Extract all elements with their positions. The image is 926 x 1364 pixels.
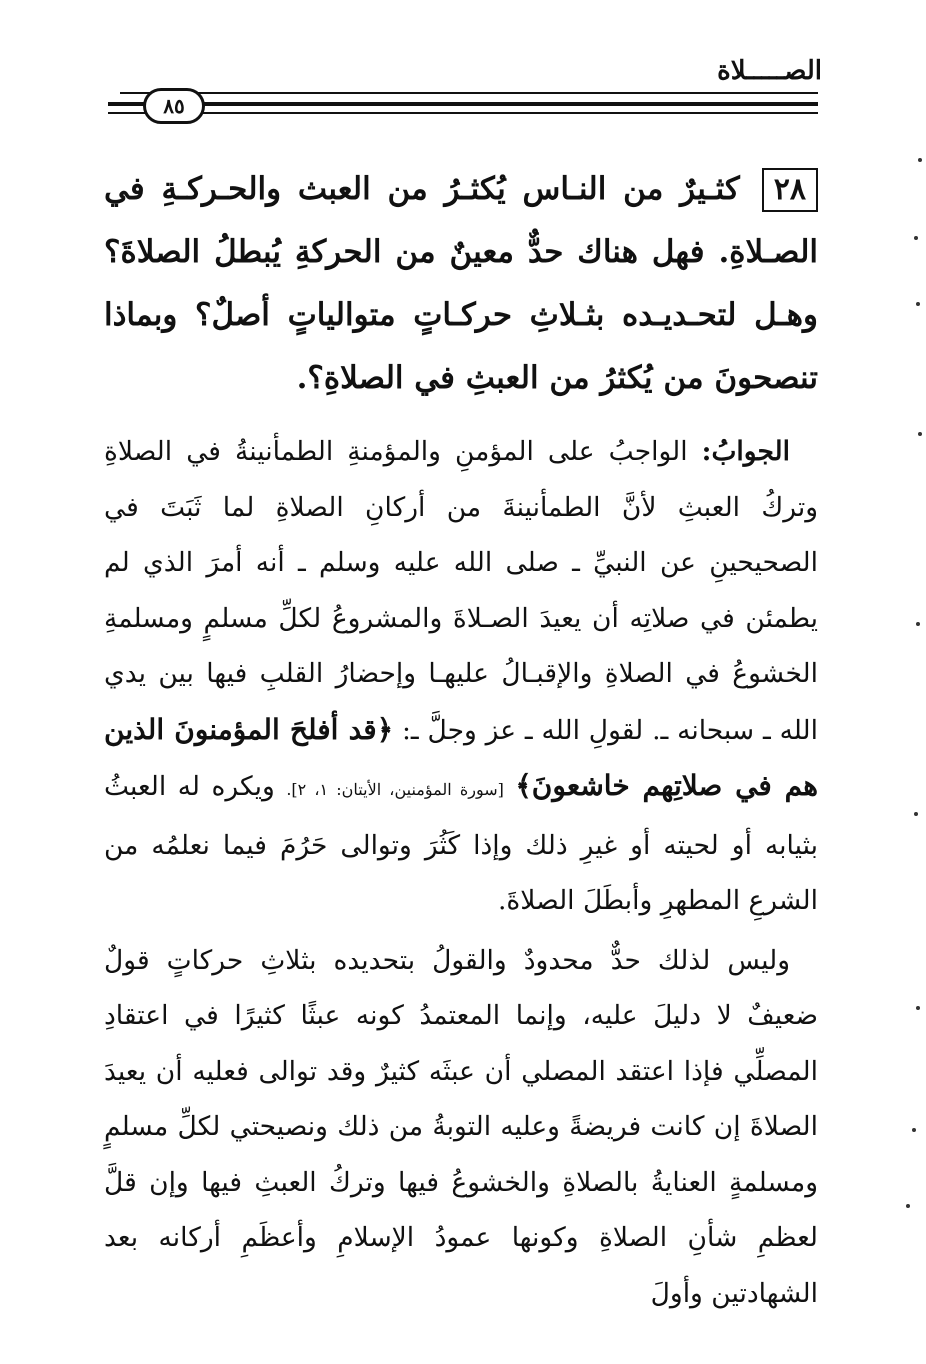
question-text: كثـيرٌ من النـاس يُكثـرُ من العبث والحـركـةِ في الصـلاةِ. فهل هناك حدٌّ معينٌ من الحركةِ يُبطلُ الصلاةَ؟ وهـل لتحـديـده بثـلاثِ حركـاتٍ متوالياتٍ أصلٌ؟ وبماذا تنصحونَ من يُكثرُ من العبثِ في الصلاةِ؟. [104,171,818,396]
answer-text-2: ويكره له العبثُ بثيابه أو لحيته أو غيرِ ذلك وإذا كَثُرَ وتوالى حَرُمَ فيما نعلمُه من الشرعِ المطهرِ وأبطَلَ الصلاةَ. [104,771,818,916]
header-rule-bottom [108,112,818,114]
running-title: الصـــــلاة [717,56,822,86]
margin-mark [914,812,918,816]
answer-label: الجوابُ: [701,436,790,467]
margin-mark [914,236,918,240]
answer-paragraph-2: وليس لذلك حدٌّ محدودٌ والقولُ بتحديده بثلاثِ حركاتٍ قولٌ ضعيفٌ لا دليلَ عليه، وإنما المعتمدُ كونه عبثًا كثيرًا في اعتقادِ المصلِّي فإذا اعتقد المصلي أن عبثَه كثيرٌ وقد توالى فعليه أن يعيدَ الصلاةَ إن كانت فريضةً وعليه التوبةُ من ذلك ونصيحتي لكلِّ مسلمٍ ومسلمةٍ العنايةُ بالصلاةِ والخشوعُ فيها وتركُ العبثِ فيها وإن قلَّ لعظمِ شأنِ الصلاةِ وكونها عمودُ الإسلامِ وأعظَمِ أركانه بعد الشهادتين وأولَ [104,944,818,1309]
question-number: ٢٨ [762,168,818,212]
answer-block [104,424,818,1321]
header-rule-thick-right [202,102,818,106]
verse-citation: [سورة المؤمنين، الأيتان: ١، ٢]. [286,780,504,799]
answer-paragraph-1 [104,424,818,929]
page-number: ٨٥ [143,88,205,124]
header-rule-thin [120,92,818,94]
question-block [104,158,818,410]
margin-mark [918,432,922,436]
header-rule-thick-left [108,102,144,106]
margin-mark [916,622,920,626]
margin-mark [906,1204,910,1208]
margin-mark [916,302,920,306]
margin-mark [918,158,922,162]
margin-mark [912,1128,916,1132]
margin-mark [916,1006,920,1010]
answer-text-1: الواجبُ على المؤمنِ والمؤمنةِ الطمأنينةُ في الصلاةِ وتركُ العبثِ لأنَّ الطمأنينةَ من أركانِ الصلاةِ لما ثَبَتَ في الصحيحينِ عن النبيِّ ـ صلى الله عليه وسلم ـ أنه أمرَ الذي لم يطمئن في صلاتِه أن يعيدَ الصـلاةَ والمشروعُ لكلِّ مسلمٍ ومسلمةِ الخشوعُ في الصلاةِ والإقبـالُ عليهـا وإحضارُ القلبِ فيها بين يدي الله ـ سبحانه ـ. لقولِ الله ـ عز وجلَّ ـ: [104,436,818,746]
quran-verse: ﴿قد أفلحَ المؤمنونَ الذين هم في صلاتِهم خاشعونَ﴾ [104,712,818,802]
